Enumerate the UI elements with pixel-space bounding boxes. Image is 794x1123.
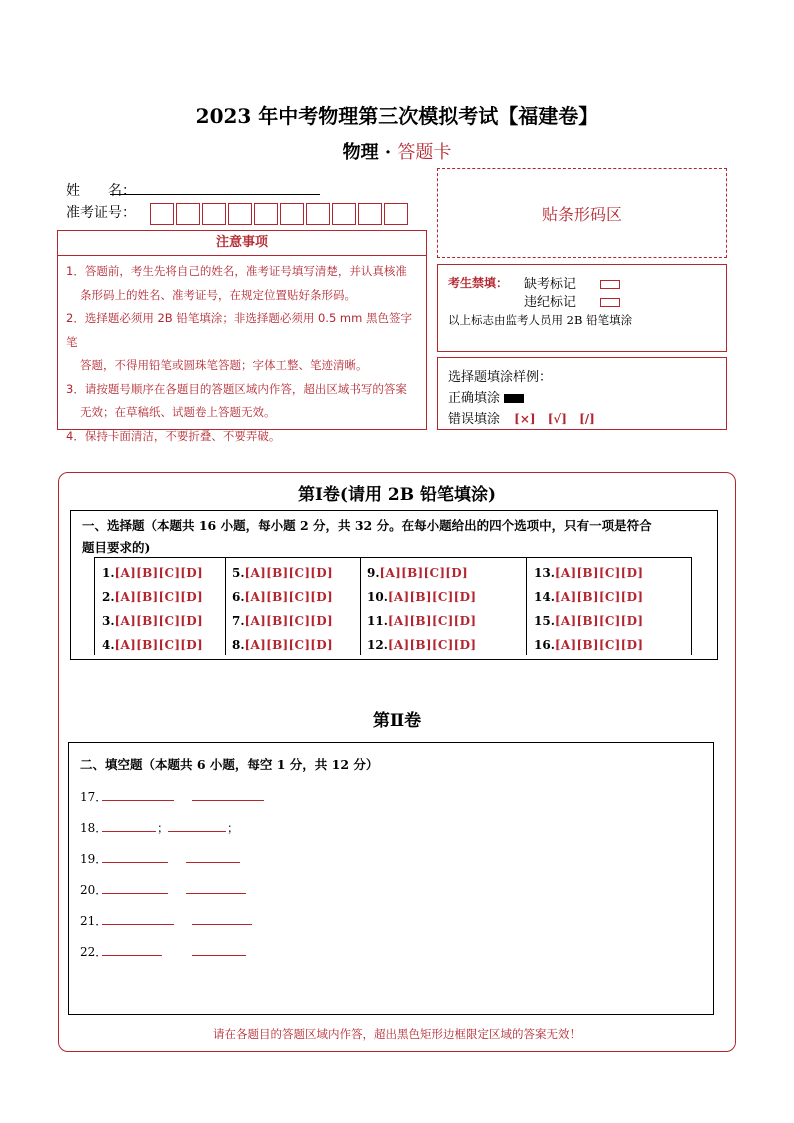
notice-list [66, 260, 420, 448]
fill-row [80, 788, 107, 805]
answer-options[interactable]: [A][B][C][D] [554, 590, 644, 604]
violation-mark-box[interactable] [600, 298, 620, 307]
answer-blank[interactable] [102, 800, 174, 801]
notice-item-cont: 答题，不得用铅笔或圆珠笔答题；字体工整、笔迹清晰。 [80, 358, 368, 372]
question-number: 10. [367, 590, 388, 604]
absent-mark-row [524, 273, 620, 292]
exam-id-boxes [150, 203, 410, 225]
exam-id-digit-box[interactable] [306, 203, 330, 225]
blank-separator: ； [227, 821, 240, 835]
notice-item-line: 4．保持卡面清洁，不要折叠、不要弄破。 [66, 428, 281, 443]
notice-item [66, 425, 420, 449]
answer-blank[interactable] [186, 862, 240, 863]
subject-label: 物理 [342, 142, 379, 163]
wrong-fill-row [448, 408, 595, 427]
violation-mark-row [524, 291, 620, 310]
wrong-mark-cross: [×] [514, 412, 536, 426]
notice-item [66, 260, 420, 307]
barcode-area [437, 168, 727, 258]
card-label: 答题卡 [397, 142, 452, 163]
answer-row [534, 561, 691, 585]
answer-row [232, 633, 360, 657]
proctor-only-box [437, 264, 727, 352]
answer-options[interactable]: [A][B][C][D] [244, 590, 333, 604]
name-field[interactable] [110, 194, 320, 195]
answer-row [534, 585, 691, 609]
violation-mark-label: 违纪标记 [524, 295, 577, 310]
exam-id-digit-box[interactable] [228, 203, 252, 225]
answer-options[interactable]: [A][B][C][D] [554, 614, 644, 628]
exam-id-digit-box[interactable] [176, 203, 200, 225]
answer-blank[interactable] [192, 924, 252, 925]
footer-warning: 请在各题目的答题区域内作答，超出黑色矩形边框限定区域的答案无效！ [213, 1027, 581, 1041]
question-number: 20． [80, 883, 108, 897]
absent-mark-box[interactable] [600, 280, 620, 289]
answer-options[interactable]: [A][B][C][D] [114, 566, 203, 580]
multiple-choice-instructions [82, 515, 712, 559]
answer-options[interactable]: [A][B][C][D] [387, 614, 477, 628]
answer-row [534, 609, 691, 633]
proctor-note: 以上标志由监考人员用 2B 铅笔填涂 [448, 313, 633, 327]
mc-desc-line2: 题目要求的) [82, 540, 151, 555]
question-number: 5. [232, 566, 245, 580]
wrong-fill-label: 错误填涂 [448, 412, 501, 427]
answer-blank[interactable] [102, 862, 168, 863]
exam-id-label: 准考证号： [66, 205, 136, 221]
question-number: 3. [102, 614, 115, 628]
fill-sample-box [437, 357, 727, 430]
notice-item-line: 2．选择题必须用 2B 铅笔填涂；非选择题必须用 0.5 mm 黑色签字笔 [66, 311, 412, 349]
answer-blank[interactable] [168, 831, 226, 832]
filled-mark-icon [504, 394, 524, 403]
exam-id-digit-box[interactable] [254, 203, 278, 225]
question-number: 13. [534, 566, 555, 580]
fill-row [80, 881, 107, 898]
answer-options[interactable]: [A][B][C][D] [554, 638, 644, 652]
answer-row [367, 633, 526, 657]
answer-row [102, 633, 225, 657]
fill-row [80, 850, 107, 867]
answer-blank[interactable] [192, 800, 264, 801]
correct-fill-row [448, 387, 524, 406]
fill-row [80, 912, 107, 929]
answer-grid [94, 557, 692, 655]
answer-options[interactable]: [A][B][C][D] [244, 566, 333, 580]
exam-id-digit-box[interactable] [332, 203, 356, 225]
answer-column [95, 558, 226, 655]
answer-blank[interactable] [102, 893, 168, 894]
notice-box [57, 230, 427, 443]
question-number: 18． [80, 821, 108, 835]
answer-options[interactable]: [A][B][C][D] [244, 614, 333, 628]
mc-desc-line1: 一、选择题（本题共 16 小题，每小题 2 分，共 32 分。在每小题给出的四个选项中，只有一项是符合 [82, 518, 652, 533]
answer-options[interactable]: [A][B][C][D] [379, 566, 468, 580]
exam-id-digit-box[interactable] [384, 203, 408, 225]
answer-row [102, 585, 225, 609]
answer-row [367, 561, 526, 585]
answer-row [367, 609, 526, 633]
question-number: 16. [534, 638, 555, 652]
question-number: 12. [367, 638, 388, 652]
question-number: 15. [534, 614, 555, 628]
barcode-label: 贴条形码区 [541, 204, 622, 224]
question-number: 21． [80, 914, 108, 928]
answer-blank[interactable] [102, 955, 162, 956]
proctor-only-label: 考生禁填： [448, 276, 509, 290]
answer-row [102, 561, 225, 585]
fill-sample-title: 选择题填涂样例： [448, 370, 553, 385]
answer-options[interactable]: [A][B][C][D] [387, 590, 477, 604]
question-number: 17． [80, 790, 108, 804]
question-number: 11. [367, 614, 388, 628]
card-subtitle [0, 138, 794, 164]
answer-row [534, 633, 691, 657]
part2-title: 第Ⅱ卷 [372, 711, 422, 731]
question-number: 6. [232, 590, 245, 604]
question-number: 1. [102, 566, 115, 580]
wrong-mark-slash: [/] [579, 412, 595, 426]
notice-item [66, 307, 420, 378]
answer-options[interactable]: [A][B][C][D] [554, 566, 644, 580]
fill-in-instructions: 二、填空题（本题共 6 小题，每空 1 分，共 12 分） [80, 757, 379, 772]
answer-blank[interactable] [102, 831, 156, 832]
answer-column [527, 558, 691, 655]
part1-title: 第Ⅰ卷(请用 2B 铅笔填涂) [297, 485, 497, 505]
question-number: 14. [534, 590, 555, 604]
wrong-mark-check: [√] [547, 412, 567, 426]
exam-id-digit-box[interactable] [358, 203, 382, 225]
answer-options[interactable]: [A][B][C][D] [387, 638, 477, 652]
exam-id-digit-box[interactable] [280, 203, 304, 225]
answer-blank[interactable] [102, 924, 174, 925]
question-number: 4. [102, 638, 115, 652]
answer-options[interactable]: [A][B][C][D] [244, 638, 333, 652]
answer-blank[interactable] [186, 893, 246, 894]
blank-separator: ； [157, 821, 170, 835]
fill-row [80, 819, 107, 836]
answer-options[interactable]: [A][B][C][D] [114, 590, 203, 604]
notice-heading: 注意事项 [58, 231, 426, 256]
notice-item [66, 378, 420, 425]
question-number: 2. [102, 590, 115, 604]
answer-row [232, 585, 360, 609]
notice-item-cont: 条形码上的姓名、准考证号，在规定位置贴好条形码。 [80, 287, 356, 302]
answer-column [361, 558, 527, 655]
question-number: 8. [232, 638, 245, 652]
exam-title: 2023 年中考物理第三次模拟考试【福建卷】 [195, 104, 599, 128]
answer-row [367, 585, 526, 609]
answer-row [232, 609, 360, 633]
answer-options[interactable]: [A][B][C][D] [114, 638, 203, 652]
notice-item-line: 1．答题前，考生先将自己的姓名，准考证号填写清楚，并认真核准 [66, 264, 407, 278]
correct-fill-label: 正确填涂 [448, 391, 501, 406]
answer-column [226, 558, 361, 655]
notice-item-line: 3．请按题号顺序在各题目的答题区域内作答，超出区域书写的答案 [66, 381, 407, 396]
exam-id-digit-box[interactable] [150, 203, 174, 225]
absent-mark-label: 缺考标记 [524, 277, 577, 292]
fill-row [80, 943, 107, 960]
question-number: 22． [80, 945, 108, 959]
notice-item-cont: 无效；在草稿纸、试题卷上答题无效。 [80, 405, 276, 419]
question-number: 19． [80, 852, 108, 866]
question-number: 9. [367, 566, 380, 580]
name-label: 姓 名： [66, 183, 136, 199]
answer-row [232, 561, 360, 585]
question-number: 7. [232, 614, 245, 628]
answer-row [102, 609, 225, 633]
exam-id-digit-box[interactable] [202, 203, 226, 225]
answer-blank[interactable] [192, 955, 246, 956]
dot-separator: · [384, 142, 392, 163]
answer-options[interactable]: [A][B][C][D] [114, 614, 203, 628]
fill-in-box [68, 742, 714, 1015]
